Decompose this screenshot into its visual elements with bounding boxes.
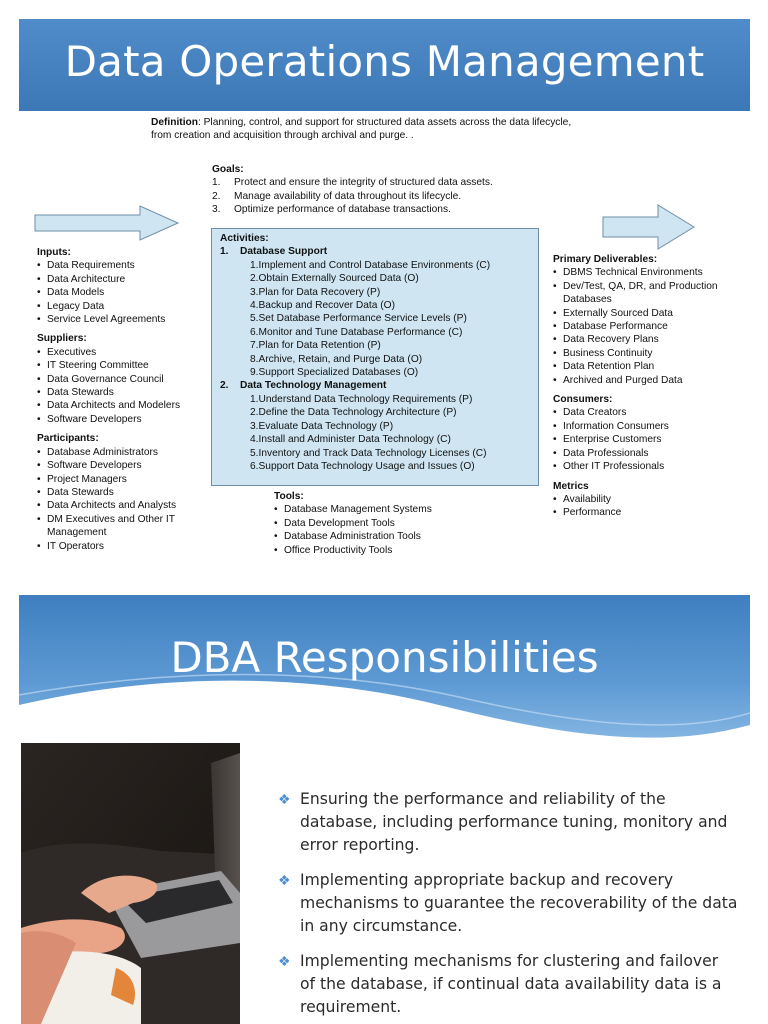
list-item: • Service Level Agreements — [37, 313, 212, 326]
activity-item: 6.Monitor and Tune Database Performance (C) — [250, 326, 463, 338]
slide-dba-responsibilities — [19, 595, 750, 1024]
list-item: • Legacy Data — [37, 300, 212, 313]
activity-item: 3.Plan for Data Recovery (P) — [250, 286, 381, 298]
definition — [151, 116, 631, 143]
goal-item — [212, 176, 542, 189]
list-item: • Database Administration Tools — [274, 530, 514, 543]
bullet-text: Implementing mechanisms for clustering and failover of the database, if continual data availability data is a requirement. — [300, 952, 722, 1016]
activity-item: 1.Implement and Control Database Environments (C) — [250, 259, 491, 271]
list-item: • DBMS Technical Environments — [553, 266, 753, 279]
list-item — [278, 950, 738, 1019]
list-item: • Data Architecture — [37, 273, 212, 286]
tools — [274, 490, 514, 557]
list-item: • DM Executives and Other IT — [37, 513, 212, 526]
metrics-heading: Metrics — [553, 480, 589, 492]
list-item: • Data Creators — [553, 406, 753, 419]
list-item-continuation: Management — [47, 527, 107, 539]
responsibilities-list — [278, 788, 738, 1024]
goal-num: 2. — [212, 190, 221, 202]
activity-group-label: Database Support — [240, 246, 328, 258]
laptop-photo — [21, 743, 240, 1024]
goal-num: 1. — [212, 177, 221, 189]
suppliers-heading: Suppliers: — [37, 333, 87, 345]
goal-num: 3. — [212, 204, 221, 216]
list-item: • Data Stewards — [37, 486, 212, 499]
list-item: • Information Consumers — [553, 420, 753, 433]
inputs-heading: Inputs: — [37, 247, 71, 258]
activity-item: 5.Inventory and Track Data Technology Licenses (C) — [250, 447, 487, 459]
list-item: • Data Retention Plan — [553, 360, 753, 373]
activity-item: 7.Plan for Data Retention (P) — [250, 340, 381, 352]
list-item: • Data Models — [37, 286, 212, 299]
list-item: • Data Architects and Analysts — [37, 499, 212, 512]
participants-heading: Participants: — [37, 433, 99, 445]
tools-heading: Tools: — [274, 491, 304, 502]
activity-group-num: 2. — [220, 380, 229, 392]
activity-item: 5.Set Database Performance Service Levels (P) — [250, 313, 467, 325]
list-item: • Software Developers — [37, 413, 212, 426]
bullet-text: Implementing appropriate backup and recovery mechanisms to guarantee the recoverability of the data in any circumstance. — [300, 871, 738, 935]
activity-item: 4.Backup and Recover Data (O) — [250, 300, 395, 312]
list-item: • Database Management Systems — [274, 503, 514, 516]
list-item: • Availability — [553, 493, 753, 506]
list-item: • Enterprise Customers — [553, 433, 753, 446]
activity-item: 4.Install and Administer Data Technology (C) — [250, 434, 451, 446]
list-item — [278, 788, 738, 857]
title-bar — [19, 19, 750, 111]
activity-item: 1.Understand Data Technology Requirements (P) — [250, 393, 473, 405]
list-item: • Data Governance Council — [37, 373, 212, 386]
activities-heading: Activities: — [220, 233, 269, 244]
activity-group-num: 1. — [220, 246, 229, 258]
slide-title: DBA Responsibilities — [170, 633, 599, 682]
list-item: • Business Continuity — [553, 347, 753, 360]
list-item: • Data Stewards — [37, 386, 212, 399]
diamond-bullet-icon: ❖ — [278, 791, 291, 807]
definition-line-2: from creation and acquisition through archival and purge. . — [151, 130, 414, 142]
list-item: • Data Professionals — [553, 447, 753, 460]
list-item — [278, 869, 738, 938]
activity-item: 2.Obtain Externally Sourced Data (O) — [250, 273, 419, 285]
activity-item: 3.Evaluate Data Technology (P) — [250, 420, 394, 432]
list-item: • Data Recovery Plans — [553, 333, 753, 346]
slide-title: Data Operations Management — [64, 37, 705, 86]
goals — [212, 163, 542, 217]
goal-text: Protect and ensure the integrity of structured data assets. — [234, 177, 493, 189]
list-item-continuation: Databases — [563, 294, 612, 306]
goals-heading: Goals: — [212, 164, 244, 175]
diamond-bullet-icon: ❖ — [278, 953, 291, 969]
activity-item: 2.Define the Data Technology Architecture (P) — [250, 407, 457, 419]
list-item: • IT Operators — [37, 540, 212, 553]
deliverables-column — [553, 253, 753, 520]
inputs-column — [37, 246, 212, 553]
diamond-bullet-icon: ❖ — [278, 872, 291, 888]
list-item: • Database Performance — [553, 320, 753, 333]
activity-group-label: Data Technology Management — [240, 380, 387, 392]
goal-item — [212, 190, 542, 203]
goal-text: Optimize performance of database transactions. — [234, 204, 451, 216]
activities-box — [211, 228, 539, 486]
input-arrow-icon — [34, 205, 180, 241]
list-item: • Office Productivity Tools — [274, 544, 514, 557]
output-arrow-icon — [602, 204, 696, 250]
activity-group-title — [220, 379, 530, 392]
activity-item: 8.Archive, Retain, and Purge Data (O) — [250, 353, 423, 365]
bullet-text: Ensuring the performance and reliability of the database, including performance tuning, monitory and error reporting. — [300, 790, 728, 854]
goal-text: Manage availability of data throughout its lifecycle. — [234, 190, 462, 202]
list-item: • Software Developers — [37, 459, 212, 472]
list-item: • Data Requirements — [37, 259, 212, 272]
list-item: • Executives — [37, 346, 212, 359]
consumers-heading: Consumers: — [553, 394, 613, 406]
goal-item — [212, 203, 542, 216]
list-item: • Archived and Purged Data — [553, 374, 753, 387]
list-item: • Externally Sourced Data — [553, 307, 753, 320]
deliverables-heading: Primary Deliverables: — [553, 254, 658, 265]
list-item: • Dev/Test, QA, DR, and Production — [553, 280, 753, 293]
list-item: • Data Development Tools — [274, 517, 514, 530]
list-item: • Database Administrators — [37, 446, 212, 459]
list-item: • IT Steering Committee — [37, 359, 212, 372]
list-item: • Performance — [553, 506, 753, 519]
list-item: • Other IT Professionals — [553, 460, 753, 473]
list-item: • Project Managers — [37, 473, 212, 486]
definition-line-1: : Planning, control, and support for structured data assets across the data lifecycle, — [197, 117, 572, 128]
definition-label: Definition — [151, 117, 198, 128]
list-item: • Data Architects and Modelers — [37, 399, 212, 412]
activity-group-title — [220, 245, 530, 258]
activity-item: 6.Support Data Technology Usage and Issues (O) — [250, 460, 475, 472]
activity-item: 9.Support Specialized Databases (O) — [250, 367, 419, 379]
